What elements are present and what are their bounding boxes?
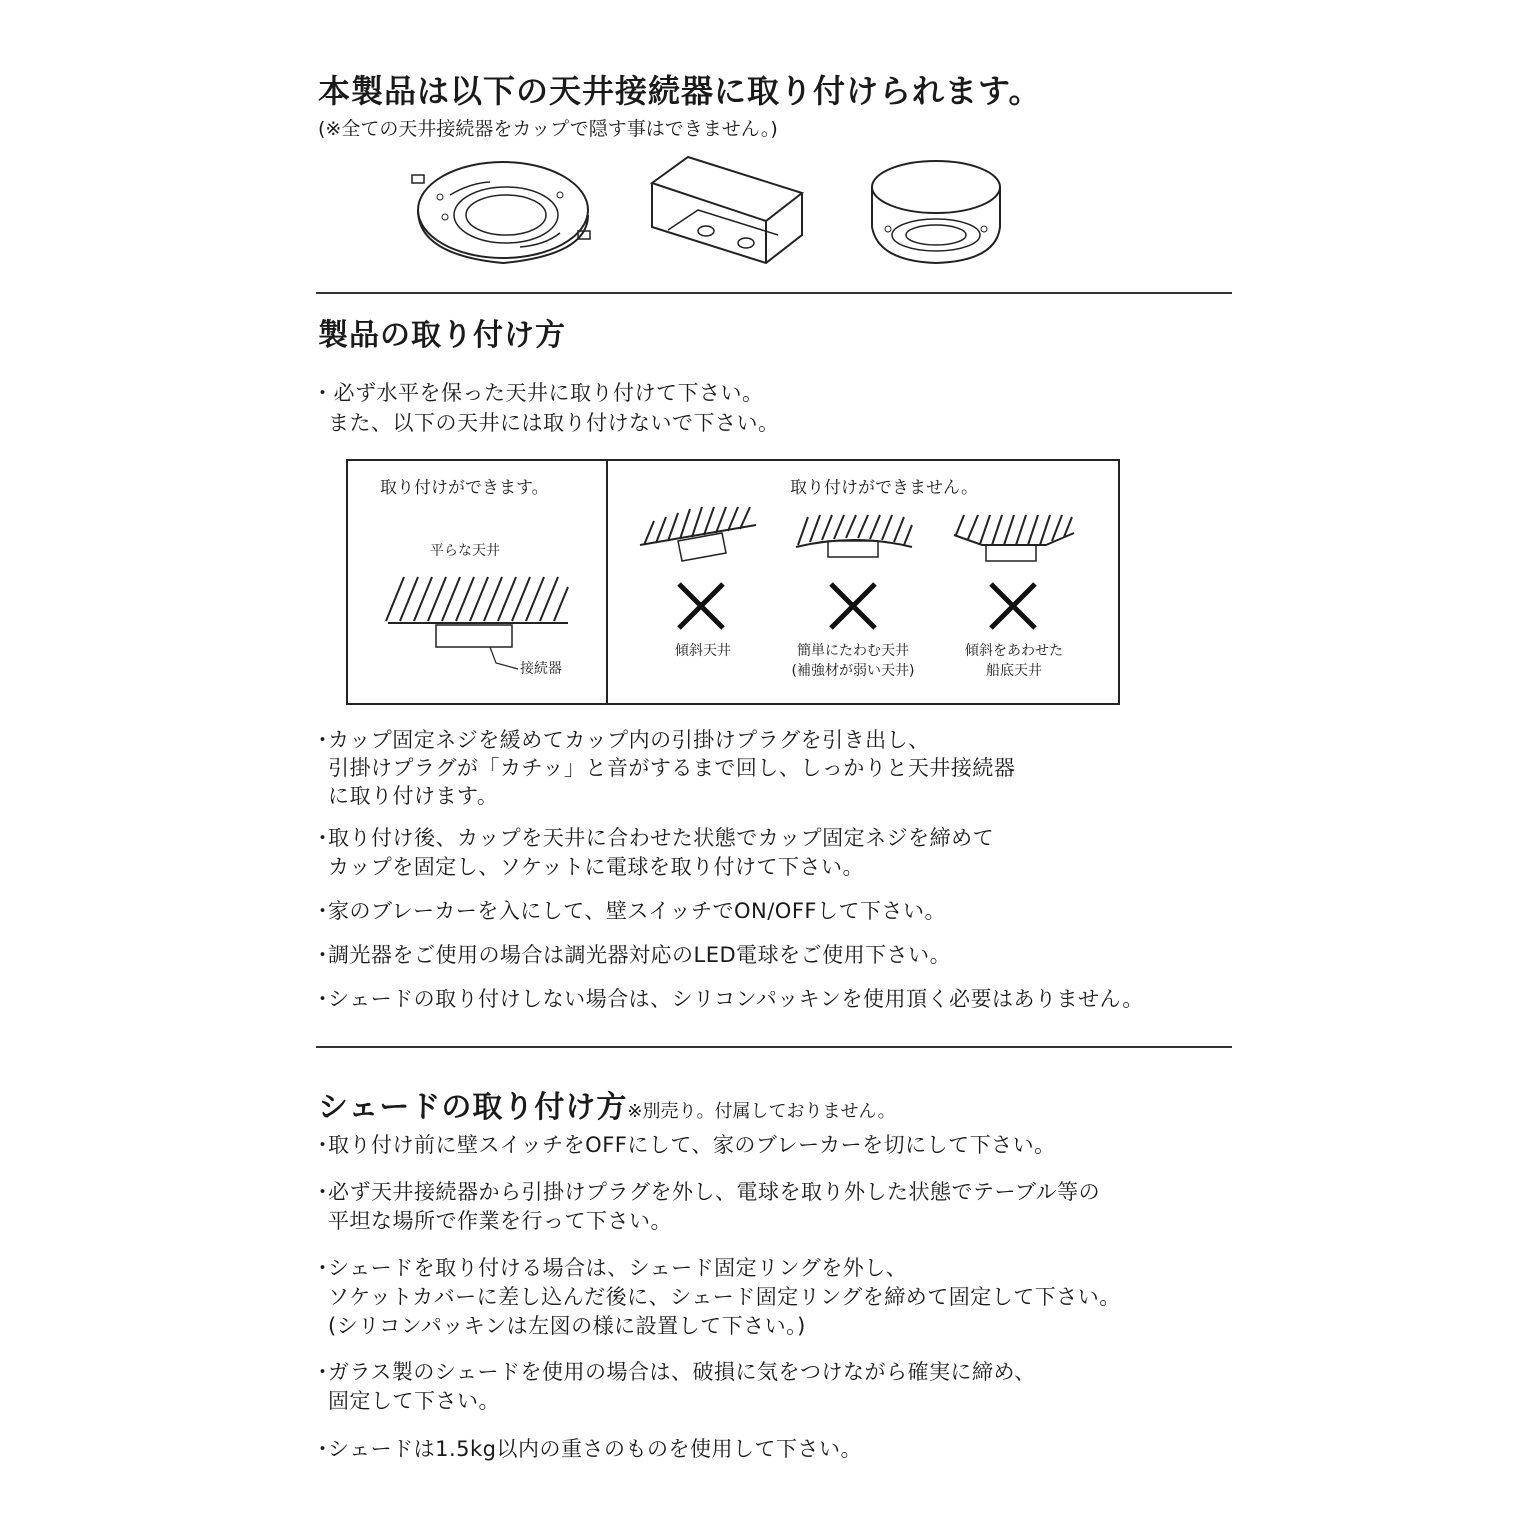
rectangular-connector-icon (648, 155, 808, 270)
page-title: 本製品は以下の天井接続器に取り付けられます。 (318, 72, 1042, 110)
install-intro-line: ・必ず水平を保った天井に取り付けて下さい。 (312, 381, 764, 405)
list-item: ・取り付け後、カップを天井に合わせた状態でカップ固定ネジを締めて カップを固定し、ソケットに電球を取り付けて下さい。 (312, 826, 995, 879)
list-item: ・ガラス製のシェードを使用の場合は、破損に気をつけながら確実に締め、 固定して下さい。 (312, 1360, 1036, 1413)
ok-header: 取り付けができます。 (380, 478, 549, 498)
section-divider (316, 292, 1232, 294)
boat-ceiling-icon (952, 511, 1076, 571)
ng-cross-icon (676, 581, 726, 631)
table-divider (606, 461, 608, 703)
install-title: 製品の取り付け方 (318, 318, 566, 353)
list-item: ・調光器をご使用の場合は調光器対応のLED電球をご使用下さい。 (312, 943, 952, 967)
shade-title-note: ※別売り。付属しておりません。 (627, 1101, 896, 1122)
install-intro-line: また、以下の天井には取り付けないで下さい。 (328, 411, 780, 435)
flat-ceiling-label: 平らな天井 (430, 543, 500, 559)
list-item: ・シェードは1.5kg以内の重さのものを使用して下さい。 (312, 1437, 862, 1461)
ceiling-compat-table (346, 459, 1120, 705)
ng-header: 取り付けができません。 (790, 478, 979, 498)
ng-label-boat: 傾斜をあわせた 船底天井 (965, 643, 1063, 679)
ng-label-sagging: 簡単にたわむ天井 (補強材が弱い天井) (791, 643, 915, 679)
page-title-note: (※全ての天井接続器をカップで隠す事はできません。) (318, 118, 778, 140)
list-item: ・シェードの取り付けしない場合は、シリコンパッキンを使用頂く必要はありません。 (312, 987, 1144, 1011)
ng-cross-icon (988, 581, 1038, 631)
ng-label-sloped: 傾斜天井 (675, 643, 731, 659)
round-connector-icon (868, 157, 1008, 267)
list-item: ・カップ固定ネジを緩めてカップ内の引掛けプラグを引き出し、 引掛けプラグが「カチッ」と音がするまで回し、しっかりと天井接続器 に取り付けます。 (312, 728, 1016, 808)
list-item: ・家のブレーカーを入にして、壁スイッチでON/OFFして下さい。 (312, 899, 946, 923)
connector-label: 接続器 (520, 661, 562, 677)
list-item: ・シェードを取り付ける場合は、シェード固定リングを外し、 ソケットカバーに差し込んだ後に、シェード固定リングを締めて固定して下さい。 (シリコンパッキンは左図の様に設置して下さい。) (312, 1256, 1121, 1338)
round-flanged-connector-icon (410, 155, 600, 270)
list-item: ・取り付け前に壁スイッチをOFFにして、家のブレーカーを切にして下さい。 (312, 1133, 1056, 1157)
shade-title: シェードの取り付け方※別売り。付属しておりません。 (318, 1090, 896, 1125)
flat-ceiling-icon (386, 573, 576, 673)
list-item: ・必ず天井接続器から引掛けプラグを外し、電球を取り外した状態でテーブル等の 平坦な場所で作業を行って下さい。 (312, 1180, 1101, 1233)
sagging-ceiling-icon (794, 511, 916, 571)
install-intro (312, 378, 780, 438)
sloped-ceiling-icon (638, 505, 758, 575)
ng-cross-icon (828, 581, 878, 631)
section-divider (316, 1046, 1232, 1048)
